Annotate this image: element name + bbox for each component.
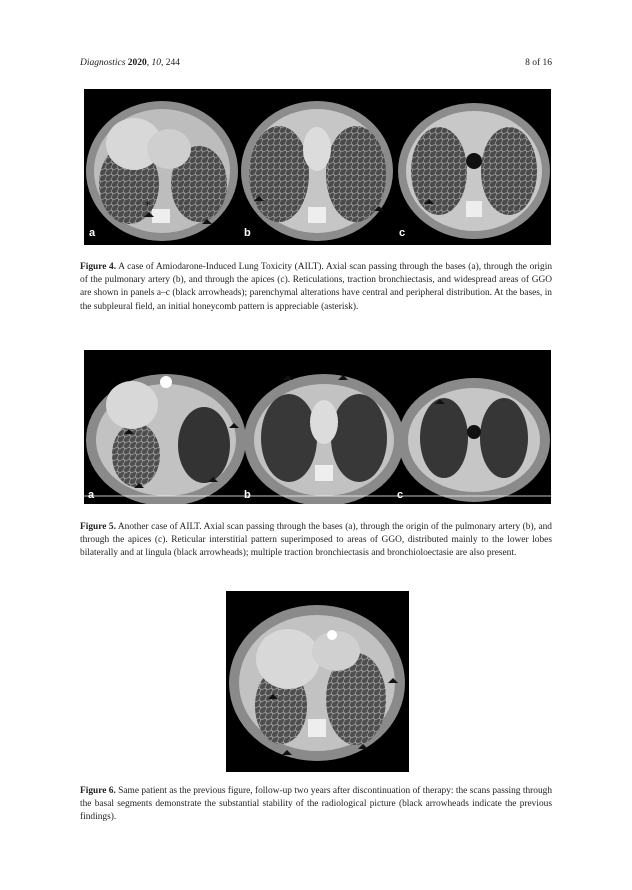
fig5-label-a: a: [88, 489, 95, 501]
fig4-label-a: a: [89, 227, 96, 239]
figure-5-caption: [80, 521, 552, 561]
fig4-label-b: b: [244, 227, 251, 239]
svg-text:*: *: [145, 199, 151, 212]
figure-4-caption-text: A case of Amiodarone-Induced Lung Toxicity (AILT). Axial scan passing through the bases (a), through the origin of the pulmonary artery (b), and through the apices (c). Reticulations, traction bronchiectasis, and widespread areas of GGO are shown in panels a–c (black arrowheads); parenchymal alterations have central and peripheral distribution. At the bases, in the subpleural field, an initial honeycomb pattern is appreciable (asterisk).: [80, 262, 553, 312]
figure-5-caption-text: Another case of AILT. Axial scan passing through the bases (a), through the origin of the pulmonary artery (b), and through the apices (c). Reticular interstitial pattern superimposed to areas of GGO, distributed mainly to the lower lobes bilaterally and at lingula (black arrowheads); multiple traction bronchiectasis and bronchioloectasie are also present.: [80, 522, 552, 559]
figure-6-image: [226, 591, 409, 772]
fig4-label-c: c: [399, 227, 406, 239]
figure-4-caption: [80, 261, 552, 314]
fig4-panel-c-scan: [398, 103, 550, 239]
fig4-panel-b-scan: [241, 101, 393, 241]
figure-4-image: [84, 89, 551, 245]
figure-6-caption: [80, 785, 552, 825]
article-number: 244: [165, 58, 181, 68]
journal-volume: 10: [151, 58, 162, 68]
page-number: 8 of 16: [525, 58, 552, 68]
page-header: [80, 58, 552, 72]
fig5-label-c: c: [397, 489, 404, 501]
journal-citation: Diagnostics 2020, 10, 244: [80, 58, 181, 68]
journal-name: Diagnostics: [80, 58, 126, 68]
figure-4-label: Figure 4.: [80, 262, 117, 272]
fig6-scan: [229, 605, 405, 761]
fig5-label-b: b: [244, 489, 251, 501]
fig5-panel-c-scan: [398, 378, 550, 502]
figure-5-label: Figure 5.: [80, 522, 116, 532]
figure-6-caption-text: Same patient as the previous figure, follow-up two years after discontinuation of therapy: the scans passing through the basal segments demonstrate the substantial stability of the radiological picture (black arrowheads indicate the previous findings).: [80, 786, 553, 823]
figure-6-label: Figure 6.: [80, 786, 116, 796]
fig5-panel-b-scan: [244, 374, 404, 504]
fig4-panel-a-scan: [86, 101, 238, 241]
fig5-panel-a-scan: [86, 374, 246, 504]
figure-5-image: [84, 350, 551, 504]
journal-year: 2020: [127, 58, 147, 68]
